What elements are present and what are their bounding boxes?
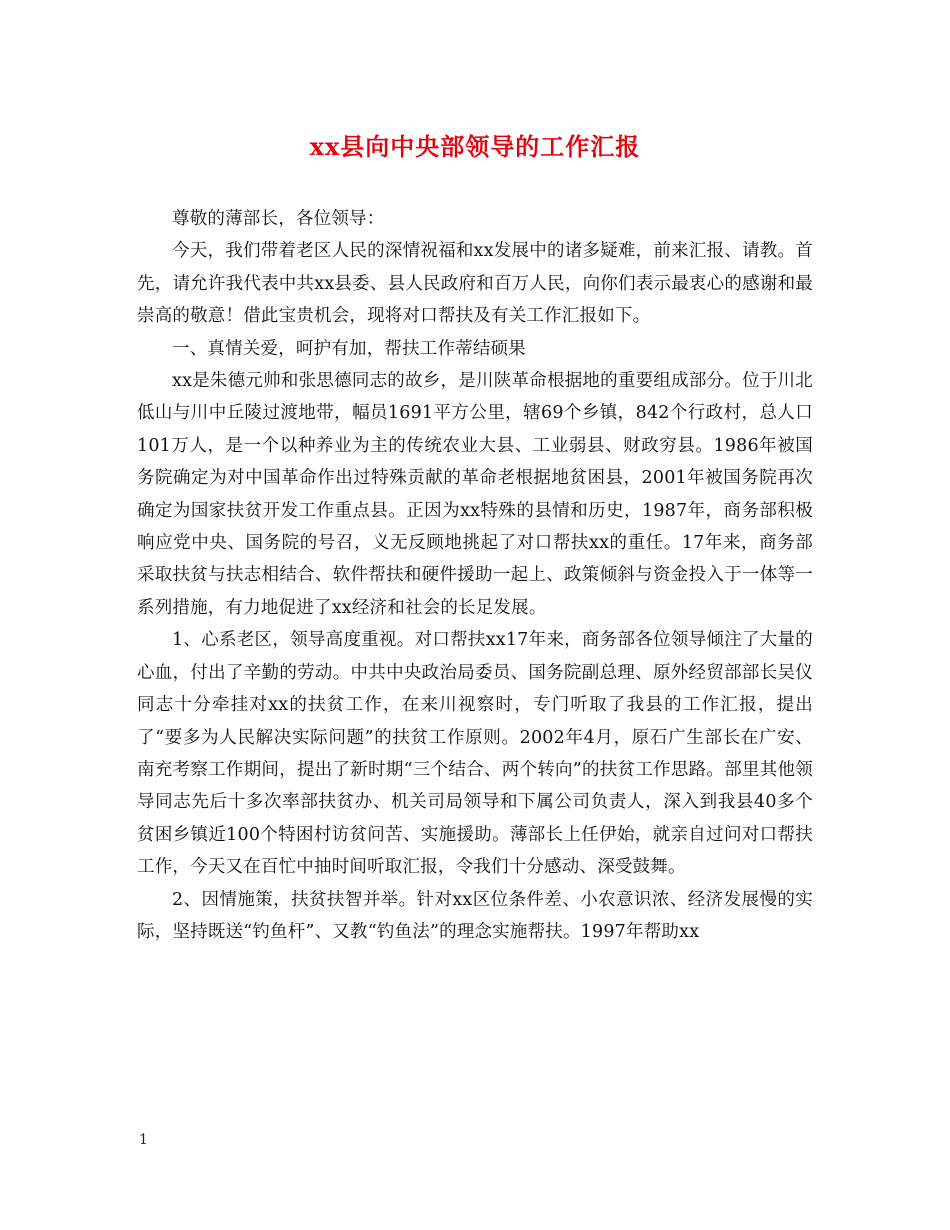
document-title: xx县向中央部领导的工作汇报 <box>309 132 641 161</box>
page-number: 1 <box>139 1132 148 1148</box>
section-heading-1: 一、真情关爱，呵护有加，帮扶工作蒂结硕果 <box>172 338 526 359</box>
point-2-paragraph: 2、因情施策，扶贫扶智并举。针对xx区位条件差、小农意识浓、经济发展慢的实际，坚持既送“钓鱼杆”、又教“钓鱼法”的理念实施帮扶。1997年帮助xx <box>137 889 813 942</box>
intro-paragraph: 今天，我们带着老区人民的深情祝福和xx发展中的诸多疑难，前来汇报、请教。首先，请允许我代表中共xx县委、县人民政府和百万人民，向你们表示最衷心的感谢和最崇高的敬意！借此宝贵机会，现将对口帮扶及有关工作汇报如下。 <box>137 241 813 327</box>
salutation-paragraph: 尊敬的薄部长，各位领导： <box>172 209 385 229</box>
document-body <box>137 203 813 948</box>
point-1-paragraph: 1、心系老区，领导高度重视。对口帮扶xx17年来，商务部各位领导倾注了大量的心血，付出了辛勤的劳动。中共中央政治局委员、国务院副总理、原外经贸部部长吴仪同志十分牵挂对xx的扶贫工作，在来川视察时，专门听取了我县的工作汇报，提出了“要多为人民解决实际问题”的扶贫工作原则。2002年4月，原石广生部长在广安、南充考察工作期间，提出了新时期“三个结合、两个转向”的扶贫工作思路。部里其他领导同志先后十多次率部扶贫办、机关司局领导和下属公司负责人，深入到我县40多个贫困乡镇近100个特困村访贫问苦、实施援助。薄部长上任伊始，就亲自过问对口帮扶工作，今天又在百忙中抽时间听取汇报，令我们十分感动、深受鼓舞。 <box>137 630 813 878</box>
county-overview-paragraph: xx是朱德元帅和张思德同志的故乡，是川陕革命根据地的重要组成部分。位于川北低山与川中丘陵过渡地带，幅员1691平方公里，辖69个乡镇，842个行政村，总人口101万人，是一个以种养业为主的传统农业大县、工业弱县、财政穷县。1986年被国务院确定为对中国革命作出过特殊贡献的革命老根据地贫困县，2001年被国务院再次确定为国家扶贫开发工作重点县。正因为xx特殊的县情和历史，1987年，商务部积极响应党中央、国务院的号召，义无反顾地挑起了对口帮扶xx的重任。17年来，商务部采取扶贫与扶志相结合、软件帮扶和硬件援助一起上、政策倾斜与资金投入于一体等一系列措施，有力地促进了xx经济和社会的长足发展。 <box>137 371 813 618</box>
